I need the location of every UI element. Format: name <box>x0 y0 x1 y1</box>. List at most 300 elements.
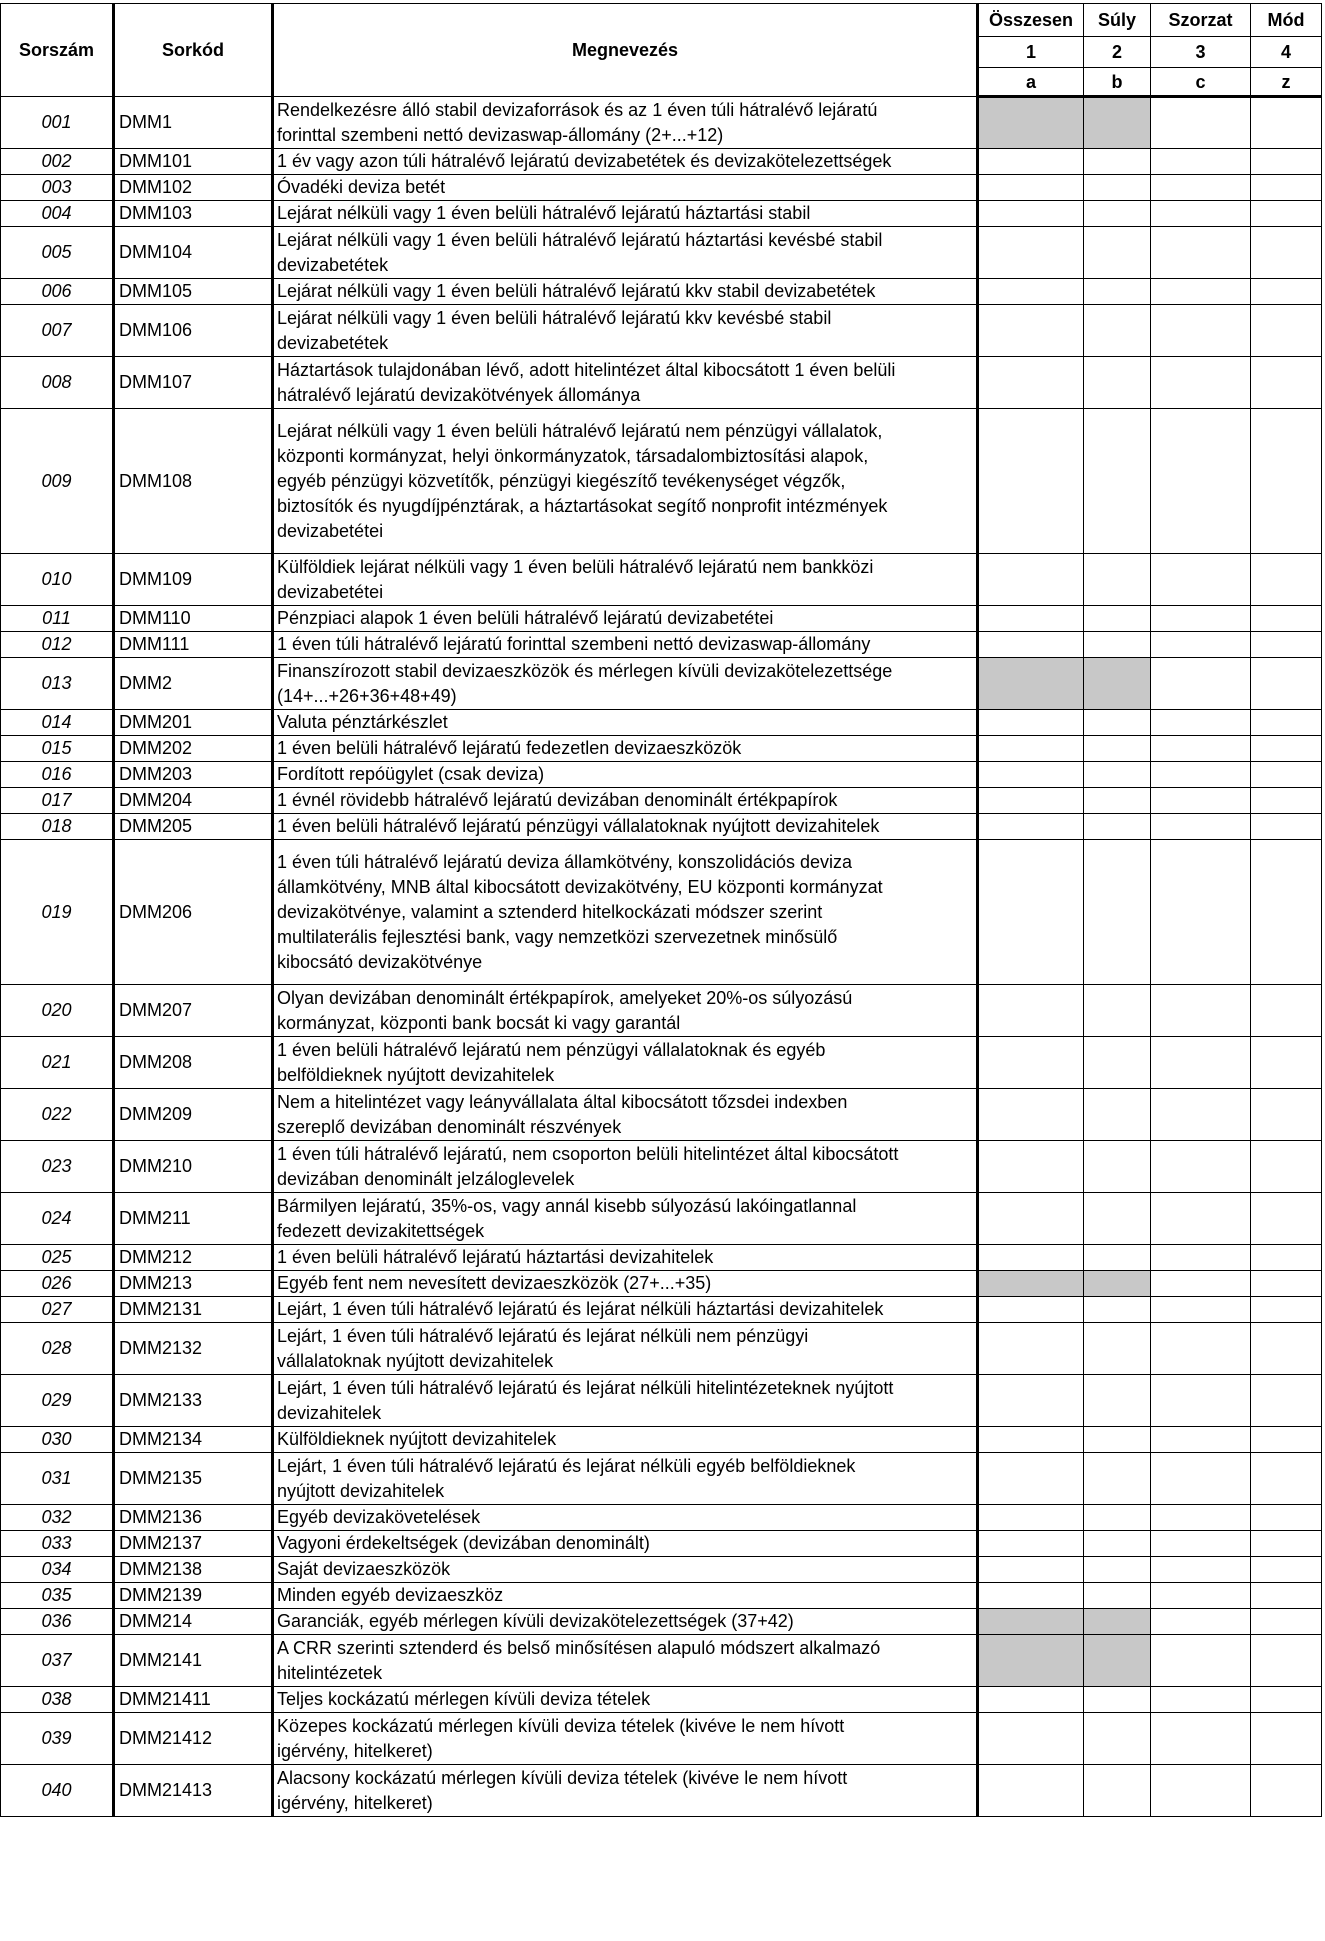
header-col-name: Mód <box>1251 4 1322 37</box>
table-row <box>1 409 1322 554</box>
value-cell[interactable] <box>1251 1609 1322 1635</box>
value-cell[interactable] <box>1251 1245 1322 1271</box>
row-number: 032 <box>1 1505 114 1531</box>
table-row <box>1 840 1322 985</box>
table-row <box>1 1245 1322 1271</box>
value-cell[interactable] <box>978 175 1084 201</box>
value-cell[interactable] <box>978 1531 1084 1557</box>
value-cell[interactable] <box>1084 1765 1151 1817</box>
value-cell[interactable] <box>978 1297 1084 1323</box>
value-cell[interactable] <box>1251 1635 1322 1687</box>
header-row-names <box>1 4 1322 37</box>
value-cell[interactable] <box>978 632 1084 658</box>
value-cell[interactable] <box>1084 736 1151 762</box>
value-cell[interactable] <box>1084 1193 1151 1245</box>
row-code: DMM2141 <box>114 1635 273 1687</box>
value-cell[interactable] <box>1084 1245 1151 1271</box>
description-line: központi kormányzat, helyi önkormányzatok, társadalombiztosítási alapok, <box>277 445 869 466</box>
value-cell[interactable] <box>978 814 1084 840</box>
row-code: DMM103 <box>114 201 273 227</box>
value-cell[interactable] <box>978 736 1084 762</box>
table-row <box>1 632 1322 658</box>
value-cell[interactable] <box>978 606 1084 632</box>
row-description <box>273 985 978 1037</box>
table-row <box>1 357 1322 409</box>
description-line: egyéb pénzügyi közvetítők, pénzügyi kiegészítő tevékenységet végzők, <box>277 470 846 491</box>
value-cell[interactable] <box>1084 1609 1151 1635</box>
value-cell[interactable] <box>1151 840 1251 985</box>
value-cell[interactable] <box>1084 985 1151 1037</box>
row-description <box>273 305 978 357</box>
value-cell[interactable] <box>1151 606 1251 632</box>
row-number: 031 <box>1 1453 114 1505</box>
value-cell[interactable] <box>1251 305 1322 357</box>
value-cell[interactable] <box>1084 1635 1151 1687</box>
value-cell[interactable] <box>978 1375 1084 1427</box>
row-code: DMM213 <box>114 1271 273 1297</box>
value-cell[interactable] <box>1084 1271 1151 1297</box>
row-number: 034 <box>1 1557 114 1583</box>
value-cell[interactable] <box>1151 658 1251 710</box>
value-cell[interactable] <box>1251 1427 1322 1453</box>
row-description <box>273 201 978 227</box>
value-cell[interactable] <box>1084 97 1151 149</box>
row-description <box>273 1505 978 1531</box>
value-cell[interactable] <box>1084 1583 1151 1609</box>
row-number: 007 <box>1 305 114 357</box>
description-line: 1 évnél rövidebb hátralévő lejáratú devizában denominált értékpapírok <box>277 790 838 810</box>
header-col-letter: a <box>978 68 1084 97</box>
value-cell[interactable] <box>1251 1323 1322 1375</box>
value-cell[interactable] <box>978 658 1084 710</box>
value-cell[interactable] <box>1151 175 1251 201</box>
value-cell[interactable] <box>978 788 1084 814</box>
value-cell[interactable] <box>978 305 1084 357</box>
row-number: 038 <box>1 1687 114 1713</box>
value-cell[interactable] <box>978 1609 1084 1635</box>
value-cell[interactable] <box>1251 1089 1322 1141</box>
value-cell[interactable] <box>1151 1505 1251 1531</box>
value-cell[interactable] <box>1151 1141 1251 1193</box>
description-line: igérvény, hitelkeret) <box>277 1792 433 1813</box>
row-description <box>273 1297 978 1323</box>
row-number: 029 <box>1 1375 114 1427</box>
description-line: devizabetétek <box>277 332 389 353</box>
value-cell[interactable] <box>1084 1687 1151 1713</box>
value-cell[interactable] <box>1251 736 1322 762</box>
value-cell[interactable] <box>1084 279 1151 305</box>
table-row <box>1 1583 1322 1609</box>
value-cell[interactable] <box>1251 1583 1322 1609</box>
table-row <box>1 1635 1322 1687</box>
value-cell[interactable] <box>978 762 1084 788</box>
table-row <box>1 985 1322 1037</box>
table-row <box>1 710 1322 736</box>
row-description <box>273 1245 978 1271</box>
table-row <box>1 762 1322 788</box>
description-line: (14+...+26+36+48+49) <box>277 685 457 706</box>
value-cell[interactable] <box>1251 554 1322 606</box>
header-sorkod: Sorkód <box>114 4 273 97</box>
value-cell[interactable] <box>1251 788 1322 814</box>
value-cell[interactable] <box>1251 1453 1322 1505</box>
row-description <box>273 1427 978 1453</box>
value-cell[interactable] <box>1151 305 1251 357</box>
value-cell[interactable] <box>978 710 1084 736</box>
description-line: vállalatoknak nyújtott devizahitelek <box>277 1350 554 1371</box>
value-cell[interactable] <box>1084 409 1151 554</box>
value-cell[interactable] <box>978 1245 1084 1271</box>
value-cell[interactable] <box>1151 227 1251 279</box>
row-code: DMM214 <box>114 1609 273 1635</box>
value-cell[interactable] <box>1151 1271 1251 1297</box>
value-cell[interactable] <box>1151 736 1251 762</box>
value-cell[interactable] <box>1151 149 1251 175</box>
table-row <box>1 1687 1322 1713</box>
row-description <box>273 554 978 606</box>
row-description <box>273 1141 978 1193</box>
description-line: kibocsátó devizakötvénye <box>277 951 483 972</box>
row-number: 015 <box>1 736 114 762</box>
value-cell[interactable] <box>1151 1583 1251 1609</box>
value-cell[interactable] <box>978 1141 1084 1193</box>
description-line: nyújtott devizahitelek <box>277 1480 445 1501</box>
description-line: Egyéb devizakövetelések <box>277 1507 481 1527</box>
value-cell[interactable] <box>1084 1089 1151 1141</box>
value-cell[interactable] <box>1084 710 1151 736</box>
row-code: DMM2134 <box>114 1427 273 1453</box>
row-number: 033 <box>1 1531 114 1557</box>
value-cell[interactable] <box>1251 814 1322 840</box>
value-cell[interactable] <box>1251 357 1322 409</box>
value-cell[interactable] <box>1151 279 1251 305</box>
value-cell[interactable] <box>1251 149 1322 175</box>
value-cell[interactable] <box>1151 357 1251 409</box>
row-code: DMM107 <box>114 357 273 409</box>
description-line: Lejárat nélküli vagy 1 éven belüli hátralévő lejáratú nem pénzügyi vállalatok, <box>277 420 883 441</box>
value-cell[interactable] <box>1084 632 1151 658</box>
value-cell[interactable] <box>978 201 1084 227</box>
value-cell[interactable] <box>1151 1037 1251 1089</box>
value-cell[interactable] <box>1251 1375 1322 1427</box>
row-code: DMM111 <box>114 632 273 658</box>
value-cell[interactable] <box>1084 175 1151 201</box>
value-cell[interactable] <box>1251 1713 1322 1765</box>
row-description <box>273 409 978 554</box>
value-cell[interactable] <box>1084 227 1151 279</box>
value-cell[interactable] <box>1151 1323 1251 1375</box>
row-number: 028 <box>1 1323 114 1375</box>
value-cell[interactable] <box>1084 1531 1151 1557</box>
value-cell[interactable] <box>1251 1687 1322 1713</box>
description-line: hátralévő lejáratú devizakötvények állománya <box>277 384 641 405</box>
value-cell[interactable] <box>978 1765 1084 1817</box>
row-description <box>273 658 978 710</box>
value-cell[interactable] <box>1084 305 1151 357</box>
row-code: DMM104 <box>114 227 273 279</box>
value-cell[interactable] <box>1251 97 1322 149</box>
row-code: DMM2133 <box>114 1375 273 1427</box>
description-line: Háztartások tulajdonában lévő, adott hitelintézet által kibocsátott 1 éven belüli <box>277 359 896 380</box>
table-row <box>1 814 1322 840</box>
row-description <box>273 227 978 279</box>
value-cell[interactable] <box>1151 1245 1251 1271</box>
description-line: Egyéb fent nem nevesített devizaeszközök (27+...+35) <box>277 1273 712 1293</box>
value-cell[interactable] <box>1251 840 1322 985</box>
row-code: DMM204 <box>114 788 273 814</box>
value-cell[interactable] <box>978 1427 1084 1453</box>
value-cell[interactable] <box>1151 788 1251 814</box>
value-cell[interactable] <box>1151 1193 1251 1245</box>
value-cell[interactable] <box>978 279 1084 305</box>
description-line: 1 év vagy azon túli hátralévő lejáratú devizabetétek és devizakötelezettségek <box>277 151 892 171</box>
value-cell[interactable] <box>1151 1375 1251 1427</box>
row-code: DMM21412 <box>114 1713 273 1765</box>
value-cell[interactable] <box>978 1271 1084 1297</box>
value-cell[interactable] <box>1251 1037 1322 1089</box>
value-cell[interactable] <box>1084 606 1151 632</box>
description-line: Minden egyéb devizaeszköz <box>277 1585 504 1605</box>
row-code: DMM212 <box>114 1245 273 1271</box>
value-cell[interactable] <box>1151 1687 1251 1713</box>
row-number: 023 <box>1 1141 114 1193</box>
row-description <box>273 1037 978 1089</box>
table-row <box>1 175 1322 201</box>
row-code: DMM21413 <box>114 1765 273 1817</box>
description-line: devizahitelek <box>277 1402 382 1423</box>
report-table <box>0 3 1322 1817</box>
table-row <box>1 97 1322 149</box>
value-cell[interactable] <box>1151 1713 1251 1765</box>
value-cell[interactable] <box>1084 201 1151 227</box>
value-cell[interactable] <box>1251 1297 1322 1323</box>
row-description <box>273 1583 978 1609</box>
value-cell[interactable] <box>1084 1557 1151 1583</box>
value-cell[interactable] <box>1251 175 1322 201</box>
value-cell[interactable] <box>1084 1713 1151 1765</box>
value-cell[interactable] <box>1084 1375 1151 1427</box>
value-cell[interactable] <box>978 1583 1084 1609</box>
value-cell[interactable] <box>1151 201 1251 227</box>
row-code: DMM106 <box>114 305 273 357</box>
value-cell[interactable] <box>978 227 1084 279</box>
value-cell[interactable] <box>1151 814 1251 840</box>
value-cell[interactable] <box>1151 632 1251 658</box>
description-line: Közepes kockázatú mérlegen kívüli deviza tételek (kivéve le nem hívott <box>277 1715 845 1736</box>
row-code: DMM203 <box>114 762 273 788</box>
header-col-letter: b <box>1084 68 1151 97</box>
value-cell[interactable] <box>1251 1505 1322 1531</box>
description-line: Lejárat nélküli vagy 1 éven belüli hátralévő lejáratú háztartási kevésbé stabil <box>277 229 883 250</box>
value-cell[interactable] <box>1151 762 1251 788</box>
row-number: 020 <box>1 985 114 1037</box>
row-code: DMM206 <box>114 840 273 985</box>
row-description <box>273 1531 978 1557</box>
description-line: Finanszírozott stabil devizaeszközök és mérlegen kívüli devizakötelezettsége <box>277 660 893 681</box>
value-cell[interactable] <box>1151 1609 1251 1635</box>
table-row <box>1 1323 1322 1375</box>
row-number: 005 <box>1 227 114 279</box>
value-cell[interactable] <box>978 1037 1084 1089</box>
row-number: 002 <box>1 149 114 175</box>
value-cell[interactable] <box>1151 1635 1251 1687</box>
row-code: DMM109 <box>114 554 273 606</box>
value-cell[interactable] <box>1084 149 1151 175</box>
value-cell[interactable] <box>1251 1193 1322 1245</box>
value-cell[interactable] <box>1151 1297 1251 1323</box>
description-line: Olyan devizában denominált értékpapírok, amelyeket 20%-os súlyozású <box>277 987 853 1008</box>
row-code: DMM2131 <box>114 1297 273 1323</box>
table-row <box>1 788 1322 814</box>
description-line: Saját devizaeszközök <box>277 1559 451 1579</box>
value-cell[interactable] <box>1151 1531 1251 1557</box>
table-row <box>1 1375 1322 1427</box>
value-cell[interactable] <box>978 149 1084 175</box>
value-cell[interactable] <box>1084 1453 1151 1505</box>
value-cell[interactable] <box>1084 1323 1151 1375</box>
header-megnevezes: Megnevezés <box>273 4 978 97</box>
row-number: 019 <box>1 840 114 985</box>
row-code: DMM209 <box>114 1089 273 1141</box>
row-code: DMM2137 <box>114 1531 273 1557</box>
description-line: 1 éven belüli hátralévő lejáratú fedezetlen devizaeszközök <box>277 738 742 758</box>
row-number: 039 <box>1 1713 114 1765</box>
value-cell[interactable] <box>1151 1765 1251 1817</box>
description-line: biztosítók és nyugdíjpénztárak, a háztartásokat segítő nonprofit intézmények <box>277 495 888 516</box>
description-line: Lejárat nélküli vagy 1 éven belüli hátralévő lejáratú kkv kevésbé stabil <box>277 307 832 328</box>
row-number: 009 <box>1 409 114 554</box>
value-cell[interactable] <box>978 1323 1084 1375</box>
value-cell[interactable] <box>1251 1271 1322 1297</box>
table-body <box>1 97 1322 1817</box>
value-cell[interactable] <box>1084 1037 1151 1089</box>
description-line: 1 éven túli hátralévő lejáratú, nem csoporton belüli hitelintézet által kibocsátott <box>277 1143 899 1164</box>
value-cell[interactable] <box>978 97 1084 149</box>
value-cell[interactable] <box>1251 201 1322 227</box>
row-number: 018 <box>1 814 114 840</box>
row-number: 036 <box>1 1609 114 1635</box>
value-cell[interactable] <box>1084 788 1151 814</box>
value-cell[interactable] <box>1151 97 1251 149</box>
value-cell[interactable] <box>1151 1453 1251 1505</box>
description-line: Rendelkezésre álló stabil devizaforrások és az 1 éven túli hátralévő lejáratú <box>277 99 878 120</box>
description-line: 1 éven túli hátralévő lejáratú deviza államkötvény, konszolidációs deviza <box>277 851 852 872</box>
table-row <box>1 1609 1322 1635</box>
value-cell[interactable] <box>1084 1505 1151 1531</box>
value-cell[interactable] <box>1084 658 1151 710</box>
value-cell[interactable] <box>1251 409 1322 554</box>
value-cell[interactable] <box>1151 985 1251 1037</box>
value-cell[interactable] <box>1151 1557 1251 1583</box>
row-description <box>273 1765 978 1817</box>
value-cell[interactable] <box>978 1713 1084 1765</box>
row-code: DMM202 <box>114 736 273 762</box>
value-cell[interactable] <box>1251 632 1322 658</box>
value-cell[interactable] <box>1151 1427 1251 1453</box>
value-cell[interactable] <box>978 409 1084 554</box>
value-cell[interactable] <box>1151 710 1251 736</box>
table-row <box>1 554 1322 606</box>
value-cell[interactable] <box>1084 1297 1151 1323</box>
value-cell[interactable] <box>1084 1141 1151 1193</box>
value-cell[interactable] <box>1084 357 1151 409</box>
description-line: Valuta pénztárkészlet <box>277 712 448 732</box>
value-cell[interactable] <box>978 1635 1084 1687</box>
header-col-number: 3 <box>1151 37 1251 68</box>
value-cell[interactable] <box>1251 762 1322 788</box>
row-code: DMM110 <box>114 606 273 632</box>
row-description <box>273 175 978 201</box>
value-cell[interactable] <box>1251 227 1322 279</box>
value-cell[interactable] <box>978 1505 1084 1531</box>
description-line: Külföldieknek nyújtott devizahitelek <box>277 1429 557 1449</box>
row-number: 004 <box>1 201 114 227</box>
row-number: 013 <box>1 658 114 710</box>
row-number: 006 <box>1 279 114 305</box>
value-cell[interactable] <box>978 1557 1084 1583</box>
table-row <box>1 227 1322 279</box>
value-cell[interactable] <box>978 840 1084 985</box>
value-cell[interactable] <box>1251 1141 1322 1193</box>
value-cell[interactable] <box>1151 554 1251 606</box>
value-cell[interactable] <box>978 1089 1084 1141</box>
row-code: DMM2136 <box>114 1505 273 1531</box>
row-code: DMM2135 <box>114 1453 273 1505</box>
value-cell[interactable] <box>1251 1531 1322 1557</box>
table-row <box>1 201 1322 227</box>
description-line: devizában denominált jelzáloglevelek <box>277 1168 575 1189</box>
row-description <box>273 1193 978 1245</box>
value-cell[interactable] <box>1084 762 1151 788</box>
table-row <box>1 658 1322 710</box>
value-cell[interactable] <box>978 1193 1084 1245</box>
row-description <box>273 632 978 658</box>
value-cell[interactable] <box>1251 1765 1322 1817</box>
value-cell[interactable] <box>1084 554 1151 606</box>
value-cell[interactable] <box>1251 658 1322 710</box>
value-cell[interactable] <box>1251 985 1322 1037</box>
header-col-letter: c <box>1151 68 1251 97</box>
row-description <box>273 1687 978 1713</box>
value-cell[interactable] <box>978 1687 1084 1713</box>
value-cell[interactable] <box>1084 840 1151 985</box>
value-cell[interactable] <box>978 1453 1084 1505</box>
description-line: Pénzpiaci alapok 1 éven belüli hátralévő lejáratú devizabetétei <box>277 608 774 628</box>
description-line: igérvény, hitelkeret) <box>277 1740 433 1761</box>
row-number: 008 <box>1 357 114 409</box>
value-cell[interactable] <box>1151 1089 1251 1141</box>
value-cell[interactable] <box>978 985 1084 1037</box>
header-col-name: Szorzat <box>1151 4 1251 37</box>
row-number: 026 <box>1 1271 114 1297</box>
row-code: DMM2132 <box>114 1323 273 1375</box>
value-cell[interactable] <box>1084 814 1151 840</box>
value-cell[interactable] <box>1251 1557 1322 1583</box>
description-line: forinttal szembeni nettó devizaswap-állomány (2+...+12) <box>277 124 724 145</box>
value-cell[interactable] <box>978 554 1084 606</box>
row-number: 016 <box>1 762 114 788</box>
value-cell[interactable] <box>1151 409 1251 554</box>
value-cell[interactable] <box>1251 279 1322 305</box>
header-col-number: 2 <box>1084 37 1151 68</box>
value-cell[interactable] <box>1251 606 1322 632</box>
value-cell[interactable] <box>1084 1427 1151 1453</box>
row-code: DMM102 <box>114 175 273 201</box>
header-col-letter: z <box>1251 68 1322 97</box>
row-code: DMM205 <box>114 814 273 840</box>
value-cell[interactable] <box>978 357 1084 409</box>
value-cell[interactable] <box>1251 710 1322 736</box>
